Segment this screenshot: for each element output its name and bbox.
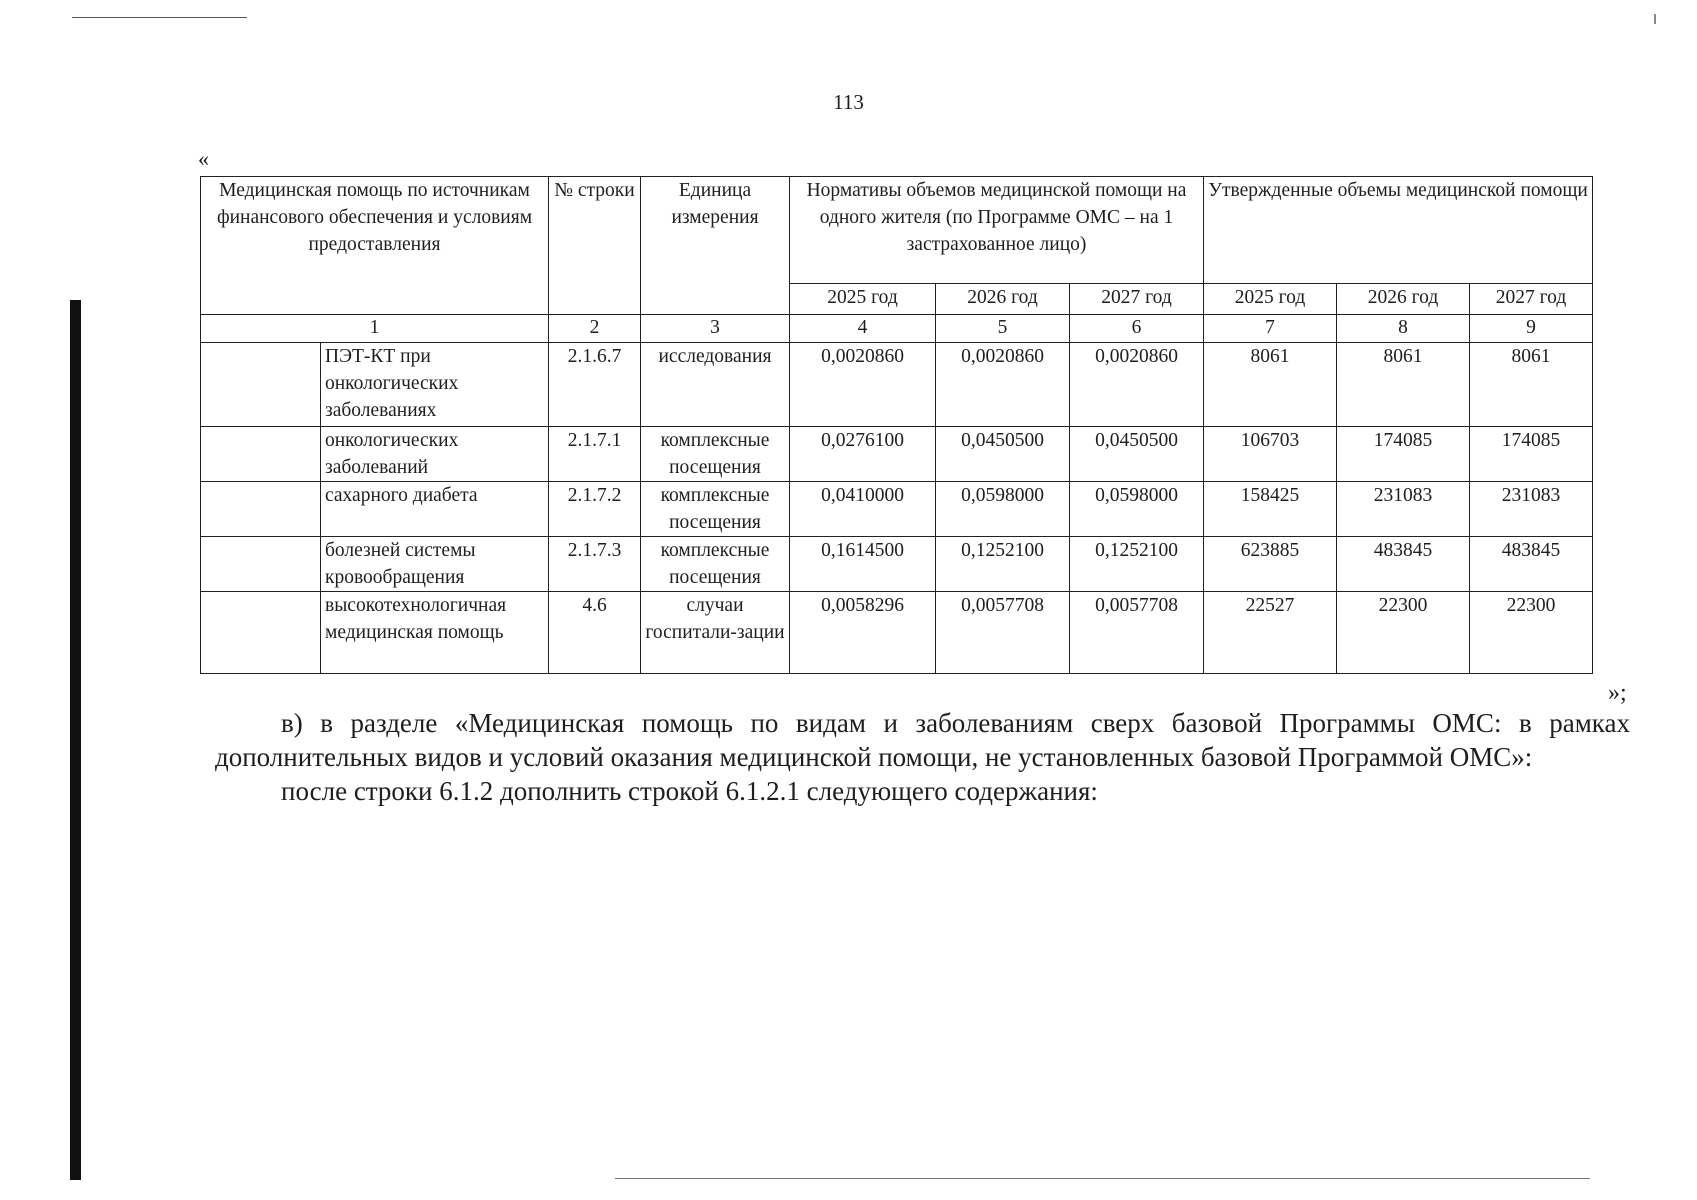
header-year: 2027 год <box>1070 284 1204 315</box>
care-name: онкологических заболеваний <box>321 427 549 482</box>
table-row <box>201 482 1593 537</box>
empty-cell <box>201 343 321 427</box>
volume-2025: 158425 <box>1204 482 1337 537</box>
header-year: 2026 год <box>936 284 1070 315</box>
header-year: 2025 год <box>1204 284 1337 315</box>
volume-2026: 22300 <box>1337 592 1470 674</box>
scan-artifact-left-bar <box>70 300 81 1180</box>
column-number: 6 <box>1070 315 1204 343</box>
unit: комплексные посещения <box>641 427 790 482</box>
medical-volume-table <box>200 176 1593 674</box>
care-name: сахарного диабета <box>321 482 549 537</box>
column-number: 2 <box>549 315 641 343</box>
norm-2027: 0,0020860 <box>1070 343 1204 427</box>
volume-2025: 106703 <box>1204 427 1337 482</box>
table-row <box>201 343 1593 427</box>
volume-2026: 231083 <box>1337 482 1470 537</box>
amendment-paragraph: в) в разделе «Медицинская помощь по видам и заболеваниям сверх базовой Программы ОМС: в рамках дополнительных видов и условий оказания медицинской помощи, не установленных базовой Программой ОМС»: <box>215 708 1630 772</box>
empty-cell <box>201 592 321 674</box>
care-name: ПЭТ-КТ при онкологических заболеваниях <box>321 343 549 427</box>
scan-artifact-bottom-line <box>615 1178 1590 1179</box>
table-close-quote: »; <box>1608 680 1627 706</box>
column-number: 8 <box>1337 315 1470 343</box>
unit: комплексные посещения <box>641 482 790 537</box>
norm-2026: 0,0598000 <box>936 482 1070 537</box>
table-row <box>201 537 1593 592</box>
column-number: 3 <box>641 315 790 343</box>
norm-2026: 0,0020860 <box>936 343 1070 427</box>
header-year: 2027 год <box>1470 284 1593 315</box>
volume-2027: 22300 <box>1470 592 1593 674</box>
empty-cell <box>201 482 321 537</box>
volume-2027: 8061 <box>1470 343 1593 427</box>
column-number: 5 <box>936 315 1070 343</box>
scan-artifact-right-tick <box>1654 14 1656 24</box>
line-number: 2.1.6.7 <box>549 343 641 427</box>
volume-2025: 623885 <box>1204 537 1337 592</box>
volume-2026: 483845 <box>1337 537 1470 592</box>
norm-2027: 0,1252100 <box>1070 537 1204 592</box>
page-number: 113 <box>833 90 864 114</box>
unit: комплексные посещения <box>641 537 790 592</box>
column-number-row <box>201 315 1593 343</box>
line-number: 2.1.7.1 <box>549 427 641 482</box>
empty-cell <box>201 427 321 482</box>
norm-2025: 0,0020860 <box>790 343 936 427</box>
norm-2026: 0,0450500 <box>936 427 1070 482</box>
volume-2025: 8061 <box>1204 343 1337 427</box>
table-header-row <box>201 177 1593 284</box>
empty-cell <box>201 537 321 592</box>
table-open-quote: « <box>198 146 209 171</box>
column-number: 4 <box>790 315 936 343</box>
header-year: 2026 год <box>1337 284 1470 315</box>
care-name: высокотехнологичная медицинская помощь <box>321 592 549 674</box>
norm-2027: 0,0057708 <box>1070 592 1204 674</box>
norm-2025: 0,1614500 <box>790 537 936 592</box>
norm-2027: 0,0598000 <box>1070 482 1204 537</box>
line-number: 2.1.7.2 <box>549 482 641 537</box>
header-year: 2025 год <box>790 284 936 315</box>
amendment-instruction: после строки 6.1.2 дополнить строкой 6.1.2.1 следующего содержания: <box>281 776 1098 806</box>
volume-2026: 174085 <box>1337 427 1470 482</box>
volume-2025: 22527 <box>1204 592 1337 674</box>
header-unit: Единица измерения <box>641 177 790 315</box>
line-number: 4.6 <box>549 592 641 674</box>
table-row <box>201 427 1593 482</box>
volume-2027: 174085 <box>1470 427 1593 482</box>
volume-2026: 8061 <box>1337 343 1470 427</box>
volume-2027: 231083 <box>1470 482 1593 537</box>
volume-2027: 483845 <box>1470 537 1593 592</box>
column-number: 9 <box>1470 315 1593 343</box>
norm-2026: 0,0057708 <box>936 592 1070 674</box>
table-row <box>201 592 1593 674</box>
header-norms-group: Нормативы объемов медицинской помощи на одного жителя (по Программе ОМС – на 1 застрахованное лицо) <box>790 177 1204 284</box>
line-number: 2.1.7.3 <box>549 537 641 592</box>
unit: случаи госпитали-зации <box>641 592 790 674</box>
care-name: болезней системы кровообращения <box>321 537 549 592</box>
header-volumes-group: Утвержденные объемы медицинской помощи <box>1204 177 1593 284</box>
column-number: 7 <box>1204 315 1337 343</box>
norm-2027: 0,0450500 <box>1070 427 1204 482</box>
unit: исследования <box>641 343 790 427</box>
header-care-type: Медицинская помощь по источникам финансового обеспечения и условиям предоставления <box>201 177 549 315</box>
header-line-number: № строки <box>549 177 641 315</box>
norm-2025: 0,0276100 <box>790 427 936 482</box>
scan-artifact-top-line <box>72 17 247 18</box>
norm-2025: 0,0058296 <box>790 592 936 674</box>
norm-2025: 0,0410000 <box>790 482 936 537</box>
norm-2026: 0,1252100 <box>936 537 1070 592</box>
column-number: 1 <box>201 315 549 343</box>
